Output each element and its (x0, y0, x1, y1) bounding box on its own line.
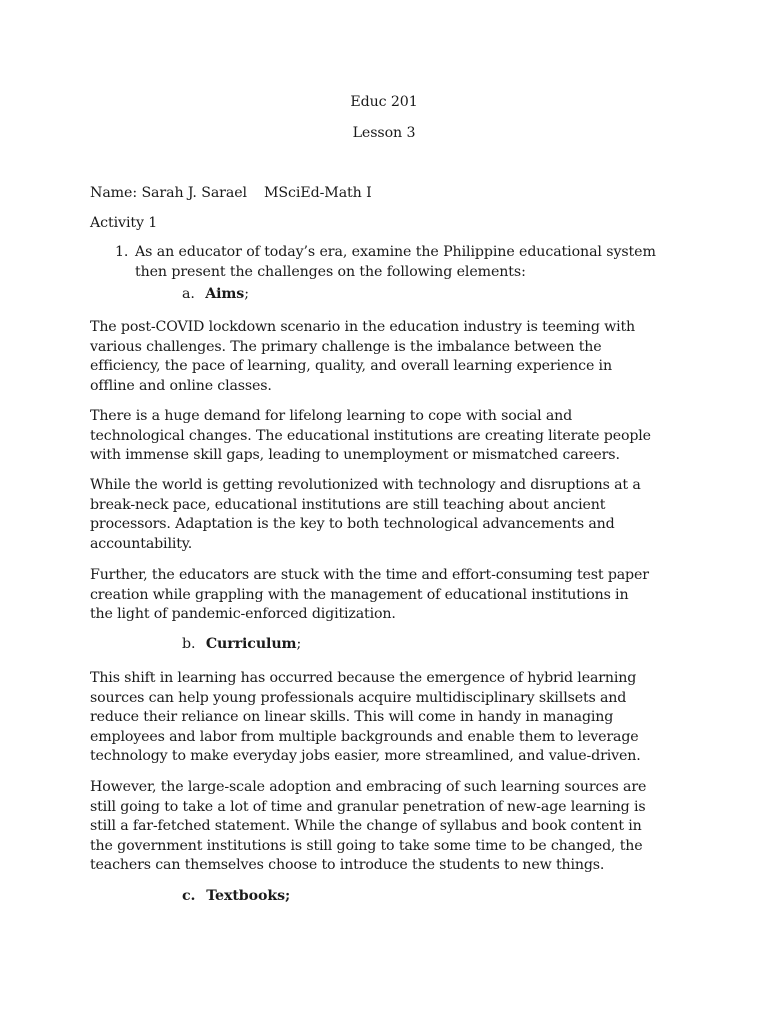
student-program: MSciEd-Math I (264, 185, 372, 201)
paragraph-line: still going to take a lot of time and granular penetration of new-age learning is (90, 798, 646, 815)
paragraph-line: technological changes. The educational institutions are creating literate people (90, 427, 651, 444)
paragraph-line: Further, the educators are stuck with the time and effort-consuming test paper (90, 567, 649, 583)
section-heading-aims (182, 284, 249, 304)
paragraph-line: creation while grappling with the management of educational institutions in (90, 586, 629, 603)
paragraph (90, 566, 690, 625)
paragraph-line: various challenges. The primary challenge is the imbalance between the (90, 338, 602, 355)
paragraph-line: While the world is getting revolutionized with technology and disruptions at a (90, 477, 641, 493)
lesson-title: Lesson 3 (352, 125, 416, 141)
paragraph-line: The post-COVID lockdown scenario in the education industry is teeming with (90, 319, 636, 335)
paragraph-line: break-neck pace, educational institutions are still teaching about ancient (90, 496, 606, 513)
paragraph-line: technology to make everyday jobs easier, more streamlined, and value-driven. (90, 748, 641, 765)
paragraph-line: However, the large-scale adoption and embracing of such learning sources are (90, 779, 647, 795)
question-number: 1. (115, 244, 129, 260)
section-marker: c. (182, 888, 196, 904)
paragraph-line: accountability. (90, 535, 193, 552)
paragraph-line: efficiency, the pace of learning, quality, and overall learning experience in (90, 358, 612, 375)
paragraph-line: still a far-fetched statement. While the change of syllabus and book content in (90, 818, 642, 835)
paragraph-line: There is a huge demand for lifelong learning to cope with social and (90, 408, 573, 424)
paragraph (90, 778, 690, 876)
section-title: Aims (205, 286, 245, 302)
paragraph-line: teachers can themselves choose to introduce the students to new things. (90, 857, 605, 874)
paragraph-line: This shift in learning has occurred because the emergence of hybrid learning (90, 670, 637, 686)
paragraph-line: processors. Adaptation is the key to both technological advancements and (90, 516, 615, 533)
student-info (90, 183, 247, 203)
question-line-1: As an educator of today’s era, examine the Philippine educational system (135, 244, 656, 260)
section-heading-curriculum (182, 634, 301, 654)
paragraph-line: the government institutions is still going to take some time to be changed, the (90, 837, 643, 854)
section-suffix: ; (244, 286, 249, 302)
question-line-2: then present the challenges on the following elements: (135, 264, 526, 280)
paragraph (90, 407, 690, 466)
activity-heading: Activity 1 (90, 215, 158, 231)
paragraph-line: reduce their reliance on linear skills. This will come in handy in managing (90, 709, 614, 726)
section-suffix: ; (284, 888, 291, 904)
course-title: Educ 201 (350, 94, 418, 110)
section-title: Textbooks (206, 888, 285, 904)
section-heading-textbooks (182, 886, 290, 906)
paragraph-line: the light of pandemic-enforced digitization. (90, 606, 396, 623)
paragraph (90, 476, 690, 554)
section-marker: a. (182, 286, 195, 302)
section-title: Curriculum (205, 636, 297, 652)
section-marker: b. (182, 636, 196, 652)
paragraph-line: sources can help young professionals acquire multidisciplinary skillsets and (90, 689, 627, 706)
name-label: Name: (90, 185, 138, 201)
paragraph (90, 318, 690, 396)
paragraph-line: offline and online classes. (90, 377, 272, 394)
student-name: Sarah J. Sarael (141, 185, 247, 201)
paragraph-line: employees and labor from multiple backgrounds and enable them to leverage (90, 728, 639, 745)
section-suffix: ; (296, 636, 302, 652)
paragraph (90, 669, 690, 767)
paragraph-line: with immense skill gaps, leading to unemployment or mismatched careers. (90, 447, 620, 464)
